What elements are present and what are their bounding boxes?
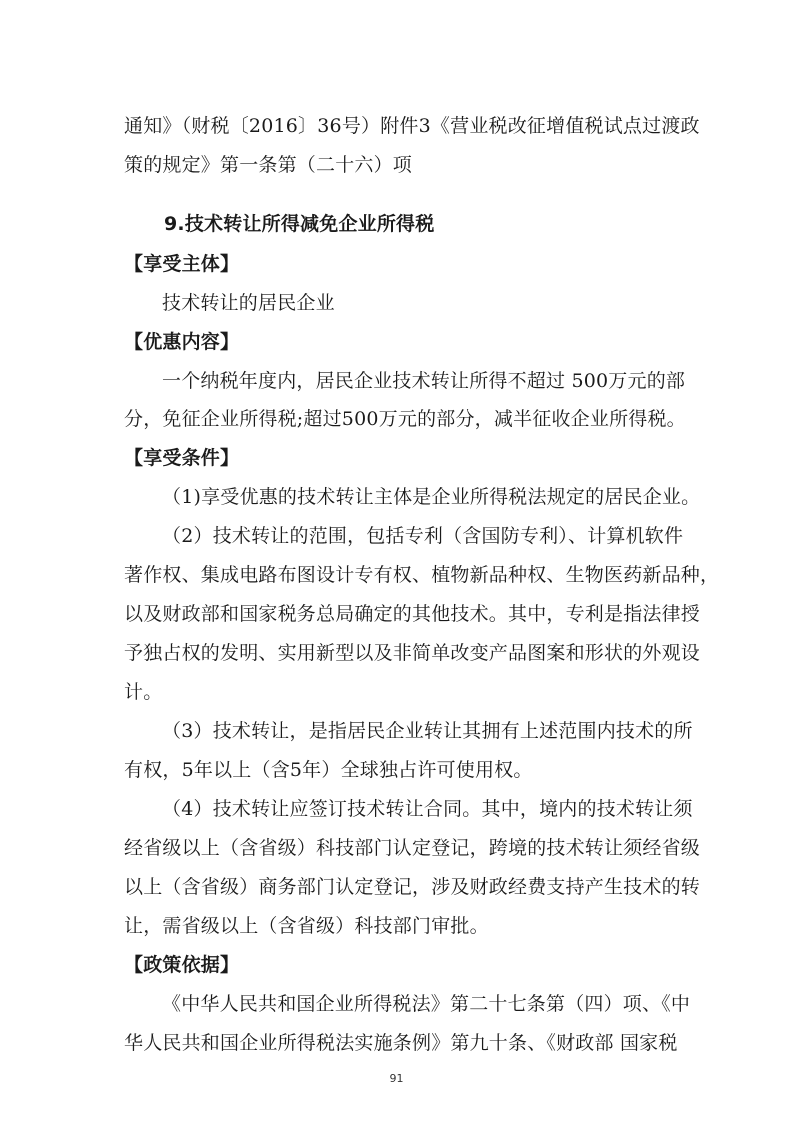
body-text-line: 让，需省级以上（含省级）科技部门审批。 [124,915,489,937]
body-text-line: 予独占权的发明、实用新型以及非简单改变产品图案和形状的外观设 [124,642,701,664]
subsection-heading-basis: 【政策依据】 [124,954,240,976]
body-text-line: 以及财政部和国家税务总局确定的其他技术。其中，专利是指法律授 [124,603,701,625]
body-text-line: 有权，5年以上（含5年）全球独占许可使用权。 [124,759,533,781]
body-text-line: 分，免征企业所得税;超过500万元的部分，减半征收企业所得税。 [124,408,686,430]
body-text-line: 通知》（财税〔2016〕36号）附件3《营业税改征增值税试点过渡政 [124,115,700,137]
body-text-line: 策的规定》第一条第（二十六）项 [124,154,413,176]
page-number: 91 [389,1072,404,1085]
body-text-line: 华人民共和国企业所得税法实施条例》第九十条、《财政部 国家税 [124,1032,678,1054]
body-text-line: （3）技术转让，是指居民企业转让其拥有上述范围内技术的所 [162,720,693,742]
body-text-line: （4）技术转让应签订技术转让合同。其中，境内的技术转让须 [162,798,693,820]
body-text-line: 计。 [124,681,163,703]
body-text-line: 著作权、集成电路布图设计专有权、植物新品种权、生物医药新品种， [124,564,720,586]
subsection-heading-content: 【优惠内容】 [124,331,240,353]
body-text-line: 技术转让的居民企业 [162,292,335,314]
body-text-line: 以上（含省级）商务部门认定登记，涉及财政经费支持产生技术的转 [124,876,701,898]
subsection-heading-conditions: 【享受条件】 [124,447,240,469]
body-text-line: （2）技术转让的范围，包括专利（含国防专利）、计算机软件 [162,525,684,547]
body-text-line: 一个纳税年度内，居民企业技术转让所得不超过 500万元的部 [162,370,686,392]
body-text-line: 经省级以上（含省级）科技部门认定登记，跨境的技术转让须经省级 [124,837,701,859]
section-heading: 9.技术转让所得减免企业所得税 [164,213,435,235]
body-text-line: 《中华人民共和国企业所得税法》第二十七条第（四）项、《中 [162,993,691,1015]
subsection-heading-beneficiary: 【享受主体】 [124,253,240,275]
body-text-line: （1)享受优惠的技术转让主体是企业所得税法规定的居民企业。 [162,486,701,508]
